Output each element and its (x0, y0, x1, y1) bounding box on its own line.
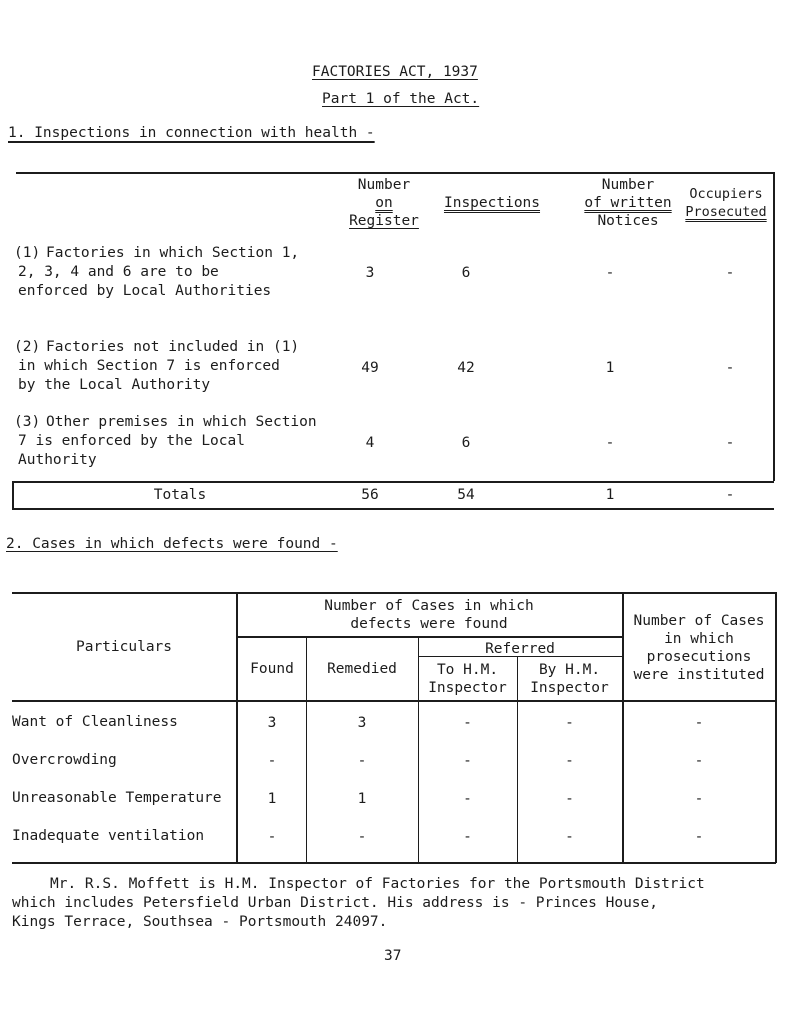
totals-prosecuted-value: - (725, 487, 735, 503)
row-prosecutions-value: - (694, 829, 704, 845)
row-number: (1) (14, 245, 41, 261)
cases-found-header (236, 597, 622, 633)
prosecutions-header-line2: in which (664, 631, 734, 647)
footer-note-line3: Kings Terrace, Southsea - Portsmouth 24097. (12, 914, 388, 930)
table-bottom-border (12, 508, 774, 510)
row1-prosecuted-value: - (725, 265, 735, 281)
row2-register-value: 49 (361, 360, 379, 376)
row-to-hm-value: - (463, 791, 472, 807)
page-number: 37 (384, 948, 402, 964)
row-remedied-value: - (357, 829, 367, 845)
to-hm-line1: To H.M. (436, 662, 499, 678)
row-label-line: 2, 3, 4 and 6 are to be (18, 264, 219, 280)
by-hm-line1: By H.M. (538, 662, 601, 678)
row2-notices-value: 1 (605, 360, 615, 376)
document-title: FACTORIES ACT, 1937 (312, 64, 478, 80)
row3-notices-value: - (605, 435, 615, 451)
col-header-register-line1: Number (357, 177, 411, 193)
table-left-border (12, 481, 14, 509)
table2-row-label: Unreasonable Temperature (12, 790, 222, 806)
row-remedied-value: 1 (357, 791, 367, 807)
row3-register-value: 4 (365, 435, 375, 451)
row-label-line: in which Section 7 is enforced (18, 358, 280, 374)
prosecutions-header-line3: prosecutions (646, 649, 752, 665)
referred-header: Referred (485, 641, 555, 657)
col-header-prosecuted-line1: Occupiers (689, 186, 763, 202)
row-found-value: 1 (267, 791, 277, 807)
row-label-line: 7 is enforced by the Local (18, 433, 245, 449)
row-prosecutions-value: - (694, 715, 704, 731)
totals-notices-value: 1 (605, 487, 615, 503)
col-header-register-line3: Register (349, 213, 419, 229)
col-header-notices-line1: Number (601, 177, 655, 193)
table-totals-divider (12, 481, 774, 483)
row-label-line: Authority (18, 452, 97, 468)
to-hm-line2: Inspector (428, 680, 507, 696)
table2-top-border (12, 592, 776, 594)
prosecutions-header-line4: were instituted (633, 667, 765, 683)
cases-found-header-line1: Number of Cases in which (324, 598, 534, 614)
row-by-hm-value: - (565, 791, 574, 807)
row-label-line: by the Local Authority (18, 377, 211, 393)
row-by-hm-value: - (565, 753, 574, 769)
row2-prosecuted-value: - (725, 360, 735, 376)
row2-inspections-value: 42 (457, 360, 475, 376)
footer-note-line1: Mr. R.S. Moffett is H.M. Inspector of Factories for the Portsmouth District (50, 876, 705, 892)
col-header-register (338, 176, 430, 230)
to-hm-inspector-header (418, 661, 517, 697)
found-header: Found (250, 661, 294, 677)
col-header-prosecuted (680, 185, 772, 221)
table-right-border (773, 172, 775, 481)
col-header-register-line2: on (375, 195, 393, 211)
col-header-inspections: Inspections (443, 195, 541, 211)
particulars-header: Particulars (75, 639, 173, 655)
row-found-value: 3 (267, 715, 277, 731)
cases-found-header-line2: defects were found (350, 616, 508, 632)
row-prosecutions-value: - (694, 753, 704, 769)
remedied-header: Remedied (327, 661, 397, 677)
row-number: (2) (14, 339, 41, 355)
row1-register-value: 3 (365, 265, 375, 281)
row-found-value: - (267, 753, 277, 769)
row-remedied-value: - (357, 753, 367, 769)
totals-register-value: 56 (361, 487, 379, 503)
row3-prosecuted-value: - (725, 435, 735, 451)
prosecutions-header-line1: Number of Cases (633, 613, 765, 629)
row1-notices-value: - (605, 265, 615, 281)
footer-note (12, 875, 705, 932)
row3-inspections-value: 6 (461, 435, 471, 451)
section1-heading: 1. Inspections in connection with health - (8, 125, 375, 141)
table2-row-label: Want of Cleanliness (12, 714, 178, 730)
col-header-notices (568, 176, 688, 230)
col-header-notices-line3: Notices (597, 213, 659, 229)
table2-row-label: Inadequate ventilation (12, 828, 205, 844)
table-top-border (16, 172, 774, 174)
table2-header-divider (12, 700, 776, 702)
row-to-hm-value: - (463, 753, 472, 769)
row-label-line: Factories in which Section 1, (46, 245, 300, 261)
footer-note-line2: which includes Petersfield Urban District. His address is - Princes House, (12, 895, 659, 911)
row-label-line: Other premises in which Section (46, 414, 317, 430)
by-hm-inspector-header (517, 661, 622, 697)
table2-group-divider (236, 636, 622, 638)
table2-bottom-border (12, 862, 776, 864)
row1-inspections-value: 6 (461, 265, 471, 281)
section2-heading: 2. Cases in which defects were found - (6, 536, 338, 552)
row-found-value: - (267, 829, 277, 845)
document-subtitle: Part 1 of the Act. (322, 91, 480, 107)
row-label-line: Factories not included in (1) (46, 339, 300, 355)
row-to-hm-value: - (463, 829, 472, 845)
row-by-hm-value: - (565, 715, 574, 731)
row-label-line: enforced by Local Authorities (18, 283, 272, 299)
totals-label: Totals (153, 487, 207, 503)
row-prosecutions-value: - (694, 791, 704, 807)
table2-row-label: Overcrowding (12, 752, 117, 768)
prosecutions-header (622, 612, 776, 684)
row-by-hm-value: - (565, 829, 574, 845)
col-header-prosecuted-line2: Prosecuted (685, 204, 767, 220)
by-hm-line2: Inspector (530, 680, 609, 696)
totals-inspections-value: 54 (457, 487, 475, 503)
row-remedied-value: 3 (357, 715, 367, 731)
col-header-notices-line2: of written (584, 195, 672, 211)
row-to-hm-value: - (463, 715, 472, 731)
row-number: (3) (14, 414, 41, 430)
